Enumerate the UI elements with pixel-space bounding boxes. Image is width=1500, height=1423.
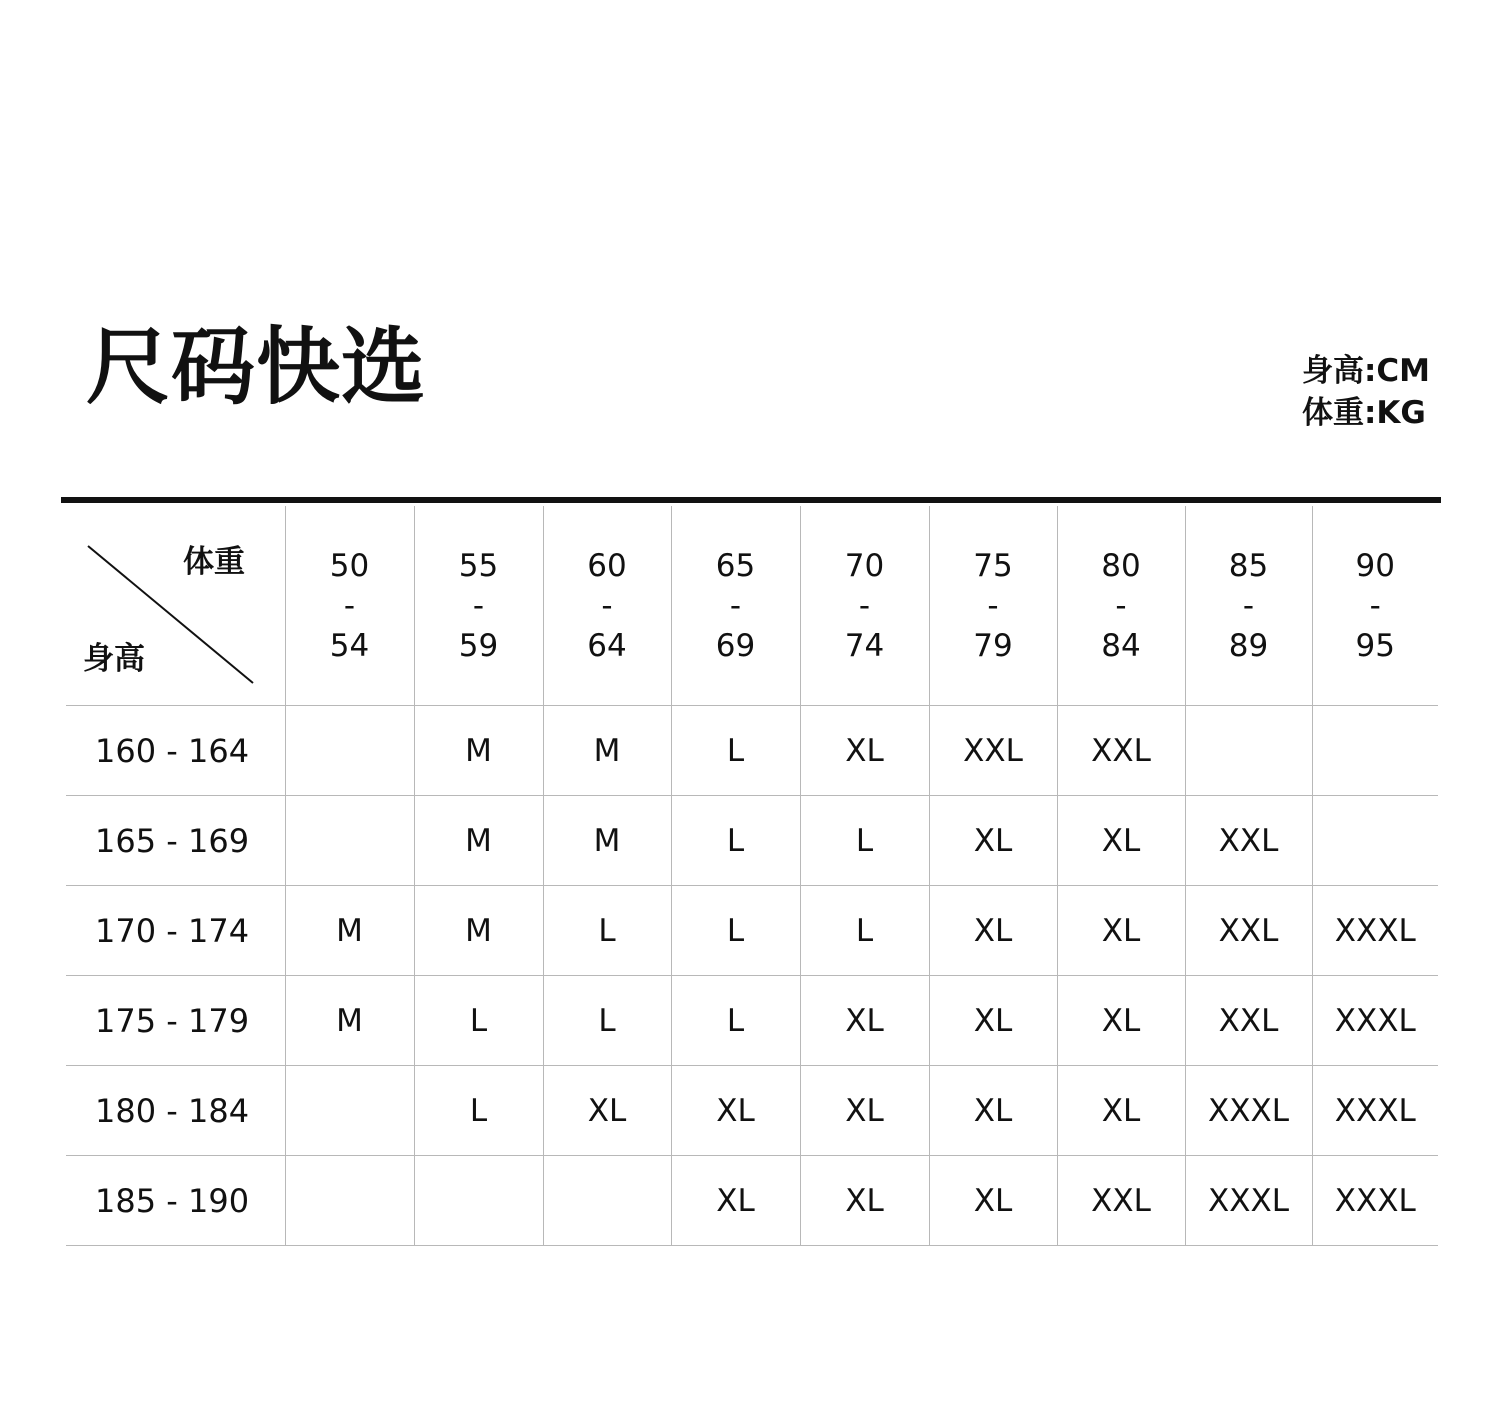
height-range-label: 170 - 174: [66, 886, 285, 976]
weight-range-sep: -: [987, 587, 999, 624]
table-top-rule: [61, 497, 1441, 503]
size-cell: [414, 1156, 543, 1246]
size-cell: L: [800, 886, 929, 976]
size-cell: XXL: [1057, 706, 1185, 796]
size-cell: XXXL: [1312, 1156, 1438, 1246]
weight-range-header: [285, 506, 414, 706]
height-range-label: 165 - 169: [66, 796, 285, 886]
size-cell: L: [414, 1066, 543, 1156]
weight-header-row: [66, 506, 1438, 706]
weight-range-from: 60: [587, 547, 627, 584]
weight-range-to: 89: [1228, 627, 1269, 664]
size-cell: XL: [800, 706, 929, 796]
table-row: [66, 886, 1438, 976]
size-cell: M: [414, 706, 543, 796]
size-cell: XL: [929, 796, 1057, 886]
size-cell: XXXL: [1185, 1066, 1312, 1156]
weight-range-sep: -: [729, 587, 742, 624]
size-cell: XXXL: [1185, 1156, 1312, 1246]
weight-range-from: 75: [973, 547, 1013, 584]
size-cell: L: [671, 886, 800, 976]
weight-range-header: [1312, 506, 1438, 706]
table-row: [66, 796, 1438, 886]
size-cell: M: [414, 886, 543, 976]
size-cell: [285, 706, 414, 796]
weight-range-to: 59: [458, 627, 499, 664]
size-cell: L: [414, 976, 543, 1066]
unit-legend: [1302, 350, 1430, 434]
weight-range-sep: -: [1369, 587, 1381, 624]
weight-range-header: [800, 506, 929, 706]
height-unit-label: 身高:CM: [1302, 353, 1430, 389]
size-cell: XL: [1057, 976, 1185, 1066]
height-range-label: 175 - 179: [66, 976, 285, 1066]
size-cell: [285, 1066, 414, 1156]
size-cell: XXL: [929, 706, 1057, 796]
weight-range-sep: -: [472, 587, 485, 624]
height-range-label: 160 - 164: [66, 706, 285, 796]
weight-range-from: 70: [844, 547, 885, 584]
weight-range-to: 84: [1101, 627, 1141, 664]
size-cell: XL: [671, 1066, 800, 1156]
weight-range-to: 74: [844, 627, 885, 664]
weight-range-from: 65: [715, 547, 756, 584]
size-cell: XL: [929, 1156, 1057, 1246]
weight-range-sep: -: [1115, 587, 1127, 624]
size-cell: [543, 1156, 671, 1246]
corner-height-label: 身高: [83, 641, 145, 677]
size-cell: XL: [929, 886, 1057, 976]
weight-range-to: 54: [329, 627, 370, 664]
size-cell: XL: [929, 1066, 1057, 1156]
table-row: [66, 976, 1438, 1066]
size-cell: XXXL: [1312, 1066, 1438, 1156]
size-cell: XXL: [1057, 1156, 1185, 1246]
size-cell: [285, 1156, 414, 1246]
weight-range-sep: -: [1242, 587, 1255, 624]
size-cell: L: [800, 796, 929, 886]
size-cell: L: [671, 976, 800, 1066]
size-cell: XXL: [1185, 886, 1312, 976]
weight-range-from: 55: [458, 547, 499, 584]
size-cell: XL: [1057, 886, 1185, 976]
size-chart-table: [66, 506, 1438, 1246]
weight-unit-label: 体重:KG: [1302, 395, 1426, 431]
weight-range-to: 69: [715, 627, 756, 664]
weight-range-sep: -: [343, 587, 356, 624]
weight-range-header: [671, 506, 800, 706]
corner-cell: [66, 506, 285, 706]
size-cell: M: [543, 706, 671, 796]
size-cell: XL: [671, 1156, 800, 1246]
size-cell: M: [414, 796, 543, 886]
height-range-label: 180 - 184: [66, 1066, 285, 1156]
size-cell: [285, 796, 414, 886]
page-title: 尺码快选: [86, 318, 427, 416]
weight-range-from: 50: [329, 547, 370, 584]
size-cell: XXL: [1185, 976, 1312, 1066]
weight-range-to: 79: [973, 627, 1013, 664]
weight-range-sep: -: [858, 587, 871, 624]
size-cell: L: [543, 886, 671, 976]
size-cell: XL: [1057, 796, 1185, 886]
size-cell: L: [671, 796, 800, 886]
size-cell: M: [285, 886, 414, 976]
size-cell: XL: [543, 1066, 671, 1156]
size-cell: [1312, 796, 1438, 886]
size-table-body: [66, 706, 1438, 1246]
weight-range-header: [1057, 506, 1185, 706]
height-range-label: 185 - 190: [66, 1156, 285, 1246]
size-cell: [1312, 706, 1438, 796]
size-cell: L: [543, 976, 671, 1066]
weight-range-from: 85: [1228, 547, 1269, 584]
size-cell: [1185, 706, 1312, 796]
weight-range-to: 64: [587, 627, 627, 664]
weight-range-to: 95: [1355, 627, 1395, 664]
weight-range-from: 90: [1355, 547, 1395, 584]
table-row: [66, 1156, 1438, 1246]
size-cell: L: [671, 706, 800, 796]
table-row: [66, 706, 1438, 796]
weight-range-header: [929, 506, 1057, 706]
size-cell: XXXL: [1312, 886, 1438, 976]
size-cell: XL: [929, 976, 1057, 1066]
weight-range-from: 80: [1101, 547, 1141, 584]
size-cell: XXXL: [1312, 976, 1438, 1066]
size-cell: XL: [800, 1156, 929, 1246]
weight-range-header: [414, 506, 543, 706]
size-cell: XL: [800, 976, 929, 1066]
size-cell: XL: [800, 1066, 929, 1156]
size-cell: XL: [1057, 1066, 1185, 1156]
size-cell: XXL: [1185, 796, 1312, 886]
weight-range-sep: -: [601, 587, 613, 624]
corner-weight-label: 体重: [183, 544, 245, 580]
size-cell: M: [285, 976, 414, 1066]
weight-range-header: [1185, 506, 1312, 706]
size-cell: M: [543, 796, 671, 886]
weight-range-header: [543, 506, 671, 706]
table-row: [66, 1066, 1438, 1156]
